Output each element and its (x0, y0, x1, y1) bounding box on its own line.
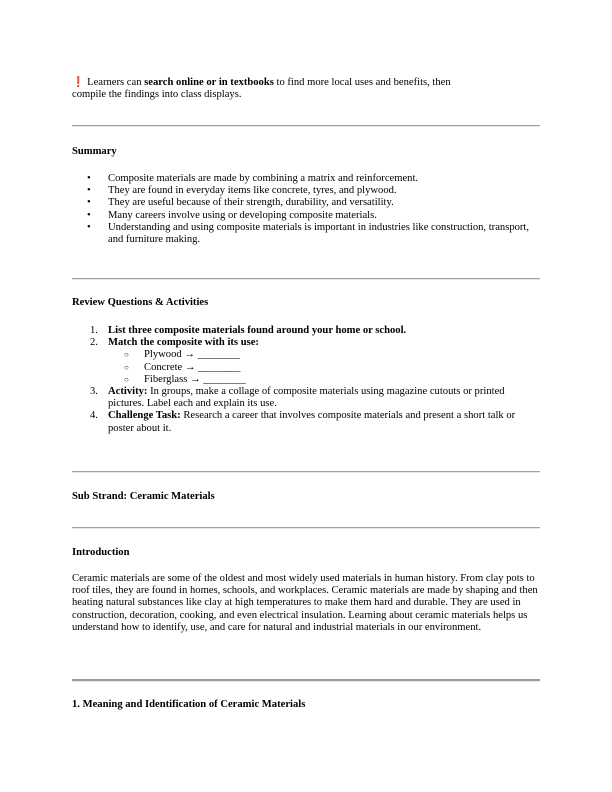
list-item: • Many careers involve using or developing composite materials. (87, 209, 377, 221)
introduction-heading: Introduction (72, 547, 130, 558)
divider (72, 278, 540, 280)
question-1: 1. List three composite materials found around your home or school. (90, 325, 407, 336)
lightbulb-icon: ❗ (72, 77, 85, 88)
review-heading: Review Questions & Activities (72, 297, 209, 308)
introduction-body: Ceramic materials are some of the oldest and most widely used materials in human history. From clay pots to roof tiles, they are found in homes, schools, and workplaces. Ceramic materials are made by shaping and then heating natural substances like clay at high temperatures to make them hard and durable. They are used in construction, decoration, cooking, and even electrical insulation. Learning about ceramic materials helps us understand how to identify, use, and care for natural and industrial materials in our environment. (72, 573, 538, 633)
section-1-heading: 1. Meaning and Identification of Ceramic Materials (72, 699, 306, 710)
review-questions-list (72, 325, 540, 435)
list-item: • Composite materials are made by combining a matrix and reinforcement. (87, 173, 419, 184)
match-item: ○ Plywood → ________ (124, 349, 240, 361)
list-item: • They are found in everyday items like concrete, tyres, and plywood. (87, 185, 397, 197)
list-item: • They are useful because of their strength, durability, and versatility. (87, 197, 394, 209)
question-4: 4. Challenge Task: Research a career that involves composite materials and present a short talk or poster about it. (90, 410, 516, 434)
tip-paragraph: ❗ Learners can search online or in textbooks to find more local uses and benefits, then compile the findings into class displays. (72, 77, 451, 101)
list-item: • Understanding and using composite materials is important in industries like construction, transport, and furniture making. (87, 221, 530, 246)
question-2: 2. Match the composite with its use: ○ Plywood → ________ ○ Concrete → ________ ○ Fiberglass → ________ (72, 337, 540, 386)
divider (72, 125, 540, 127)
divider (72, 471, 540, 473)
substrand-heading: Sub Strand: Ceramic Materials (72, 491, 215, 502)
match-item: ○ Concrete → ________ (124, 361, 241, 373)
question-3: 3. Activity: In groups, make a collage of composite materials using magazine cutouts or printed pictures. Label each and explain its use. (90, 386, 505, 410)
summary-list (72, 173, 540, 246)
match-list (108, 349, 540, 386)
divider (72, 527, 540, 529)
divider (72, 679, 540, 682)
summary-heading: Summary (72, 146, 117, 157)
match-item: ○ Fiberglass → ________ (124, 373, 246, 385)
